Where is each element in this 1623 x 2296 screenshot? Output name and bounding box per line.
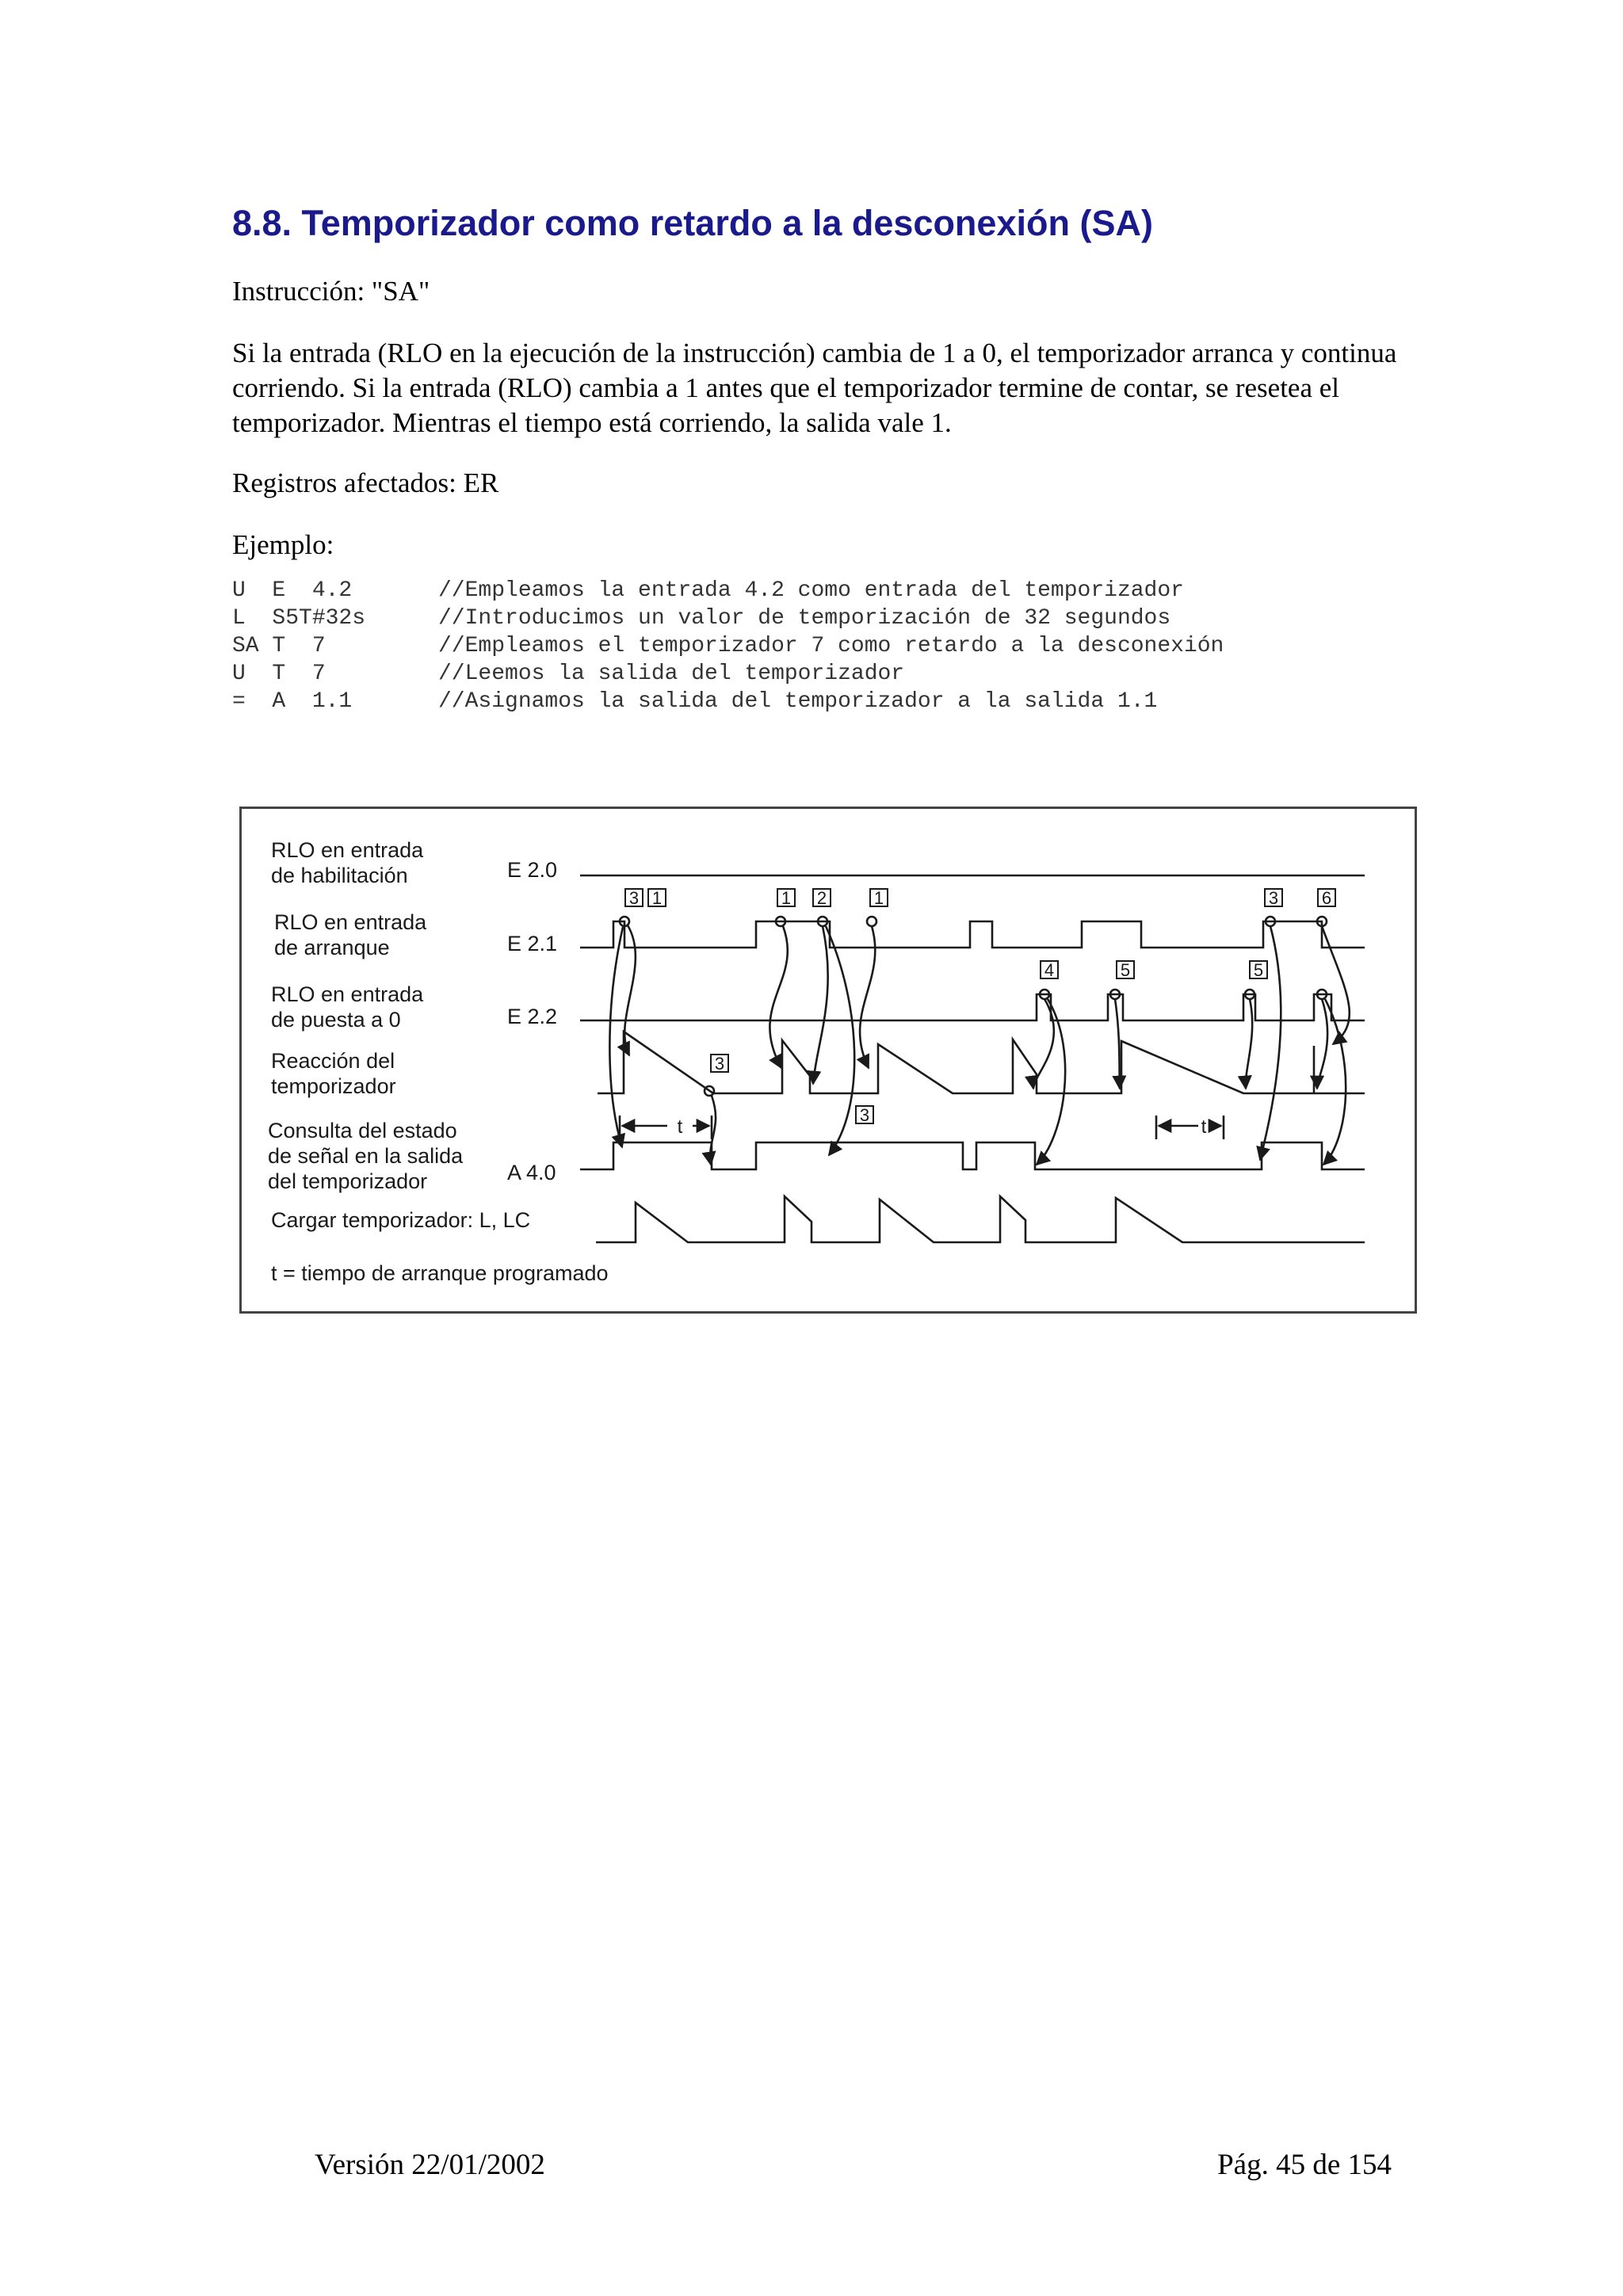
code-comment: //Asignamos la salida del temporizador a la salida 1.1: [438, 689, 1158, 714]
footer-version: Versión 22/01/2002: [315, 2149, 545, 2181]
time-note: t = tiempo de arranque programado: [271, 1261, 609, 1285]
marker-number: 3: [1268, 888, 1279, 908]
marker-number: 1: [651, 888, 663, 908]
instruction-line: Instrucción: "SA": [232, 276, 430, 307]
code-line: [232, 577, 1224, 605]
code-line: [232, 605, 1224, 632]
row-label: de señal en la salida: [268, 1144, 464, 1168]
row-label: RLO en entrada: [271, 982, 424, 1006]
registers-line: Registros afectados: ER: [232, 467, 499, 498]
marker-number: 1: [781, 888, 792, 908]
marker-number: 2: [816, 888, 827, 908]
diagram-frame: [241, 808, 1416, 1313]
signal-name: E 2.1: [507, 932, 558, 955]
code-instruction: L S5T#32s: [232, 606, 366, 631]
row-label: del temporizador: [268, 1169, 428, 1193]
row-label: de arranque: [274, 936, 390, 959]
code-comment: //Empleamos el temporizador 7 como retardo a la desconexión: [438, 634, 1224, 658]
code-comment: //Leemos la salida del temporizador: [438, 662, 905, 686]
code-comment: //Empleamos la entrada 4.2 como entrada del temporizador: [438, 578, 1184, 603]
code-line: [232, 632, 1224, 660]
marker-number: 3: [628, 888, 640, 908]
example-label: Ejemplo:: [232, 529, 334, 560]
code-instruction: SA T 7: [232, 634, 326, 658]
code-line: [232, 688, 1224, 715]
timing-diagram: [239, 807, 1417, 1314]
description-paragraph: Si la entrada (RLO en la ejecución de la instrucción) cambia de 1 a 0, el temporizador arranca y continua corriendo. Si la entrada (RLO) cambia a 1 antes que el temporizador termine de contar, se resetea el temporizador. Mientras el tiempo está corriendo, la salida vale 1.: [232, 338, 1397, 438]
code-instruction: = A 1.1: [232, 689, 353, 714]
marker-number: 4: [1044, 960, 1055, 980]
signal-name: E 2.2: [507, 1005, 558, 1028]
load-label: Cargar temporizador: L, LC: [271, 1208, 531, 1232]
code-instruction: U E 4.2: [232, 578, 353, 603]
row-label: de habilitación: [271, 864, 408, 887]
row-label: Reacción del: [271, 1049, 395, 1073]
code-instruction: U T 7: [232, 662, 326, 686]
marker-number: 3: [859, 1105, 870, 1125]
row-label: temporizador: [271, 1074, 396, 1098]
page-title: 8.8. Temporizador como retardo a la desconexión (SA): [232, 203, 1153, 243]
marker-number: 6: [1321, 888, 1332, 908]
row-label: RLO en entrada: [274, 910, 427, 934]
footer-page-number: Pág. 45 de 154: [1217, 2149, 1392, 2181]
marker-number: 5: [1120, 960, 1131, 980]
row-label: RLO en entrada: [271, 838, 424, 862]
marker-number: 5: [1253, 960, 1264, 980]
signal-name: A 4.0: [507, 1161, 556, 1184]
signal-name: E 2.0: [507, 858, 558, 882]
code-comment: //Introducimos un valor de temporización de 32 segundos: [438, 606, 1171, 631]
row-label: Consulta del estado: [268, 1119, 457, 1142]
t-label: t: [1201, 1116, 1207, 1138]
marker-number: 3: [714, 1054, 725, 1074]
row-label: de puesta a 0: [271, 1008, 401, 1032]
code-block: [232, 577, 1224, 715]
code-line: [232, 660, 1224, 688]
t-label: t: [677, 1116, 683, 1138]
marker-number: 1: [873, 888, 884, 908]
